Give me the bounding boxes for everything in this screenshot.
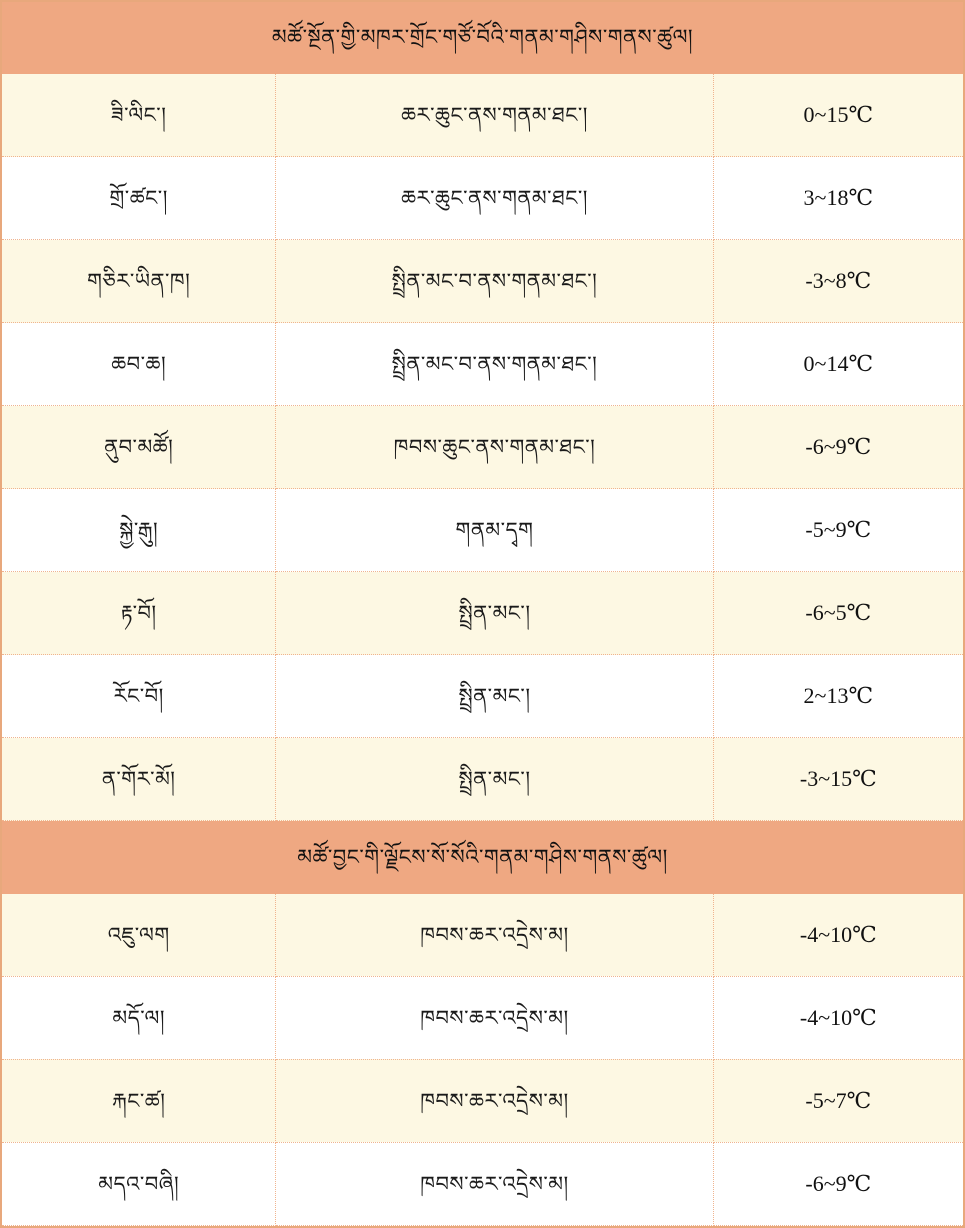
cell-condition <box>276 738 713 821</box>
condition-label: ཆར་ཆུང་ནས་གནམ་ཐང་། <box>401 103 588 127</box>
cell-region <box>2 572 276 655</box>
region-label: རོང་བོ། <box>113 684 164 709</box>
region-label: འཇུ་ལག <box>107 922 170 947</box>
condition-label: སྤྲིན་མང་བ་ནས་གནམ་ཐང་། <box>391 351 598 376</box>
table-row <box>2 74 963 156</box>
table-row <box>2 240 963 323</box>
region-label: མདོ་ལ། <box>112 1005 166 1030</box>
cell-temperature <box>713 489 963 572</box>
cell-region <box>2 976 276 1059</box>
cell-temperature <box>713 240 963 323</box>
cell-condition <box>276 572 713 655</box>
cell-region <box>2 240 276 323</box>
cell-temperature <box>713 1059 963 1142</box>
cell-temperature <box>713 1142 963 1225</box>
table-row <box>2 894 963 976</box>
table-row <box>2 976 963 1059</box>
cell-temperature <box>713 74 963 156</box>
cell-condition <box>276 74 713 156</box>
region-label: གཅིར་ཡིན་ཁ། <box>87 268 191 293</box>
cell-temperature <box>713 157 963 240</box>
region-label: སྐྱེ་རྒུ། <box>119 518 159 543</box>
temperature-value: -6~9℃ <box>805 1170 872 1196</box>
cell-region <box>2 157 276 240</box>
condition-label: སྤྲིན་མང་། <box>458 684 531 709</box>
section-header-cell <box>2 2 963 74</box>
cell-condition <box>276 1142 713 1225</box>
weather-table <box>2 2 963 1226</box>
cell-temperature <box>713 655 963 738</box>
table-body <box>2 2 963 1226</box>
region-label: ཆབ་ཆ། <box>111 351 167 376</box>
temperature-value: -6~9℃ <box>805 434 872 460</box>
cell-condition <box>276 406 713 489</box>
region-label: ནུབ་མཚོ། <box>104 435 174 460</box>
cell-condition <box>276 976 713 1059</box>
cell-condition <box>276 894 713 976</box>
cell-condition <box>276 489 713 572</box>
temperature-value: 0~15℃ <box>803 102 874 128</box>
condition-label: ཆར་ཆུང་ནས་གནམ་ཐང་། <box>401 185 588 210</box>
table-row <box>2 406 963 489</box>
cell-region <box>2 406 276 489</box>
condition-label: སྤྲིན་མང་། <box>458 767 531 792</box>
condition-label: ཁབས་ཆར་འདྲེས་མ། <box>420 922 569 947</box>
cell-region <box>2 74 276 156</box>
cell-temperature <box>713 406 963 489</box>
temperature-value: -4~10℃ <box>799 1004 877 1030</box>
cell-condition <box>276 655 713 738</box>
cell-condition <box>276 1059 713 1142</box>
table-row <box>2 738 963 821</box>
cell-temperature <box>713 738 963 821</box>
condition-label: ཁབས་ཆར་འདྲེས་མ། <box>420 1005 569 1030</box>
temperature-value: 3~18℃ <box>803 185 874 211</box>
temperature-value: 2~13℃ <box>803 683 874 709</box>
cell-region <box>2 489 276 572</box>
table-row <box>2 1142 963 1225</box>
region-label: ཟི་ལིང་། <box>111 103 167 127</box>
cell-region <box>2 894 276 976</box>
condition-label: ཁབས་ཆར་འདྲེས་མ། <box>420 1171 569 1196</box>
cell-temperature <box>713 894 963 976</box>
section-header-scenic <box>2 821 963 894</box>
temperature-value: 0~14℃ <box>803 351 874 377</box>
region-label: མདའ་བཞི། <box>98 1171 180 1196</box>
cell-region <box>2 323 276 406</box>
region-label: གྲོ་ཚང་། <box>109 185 168 210</box>
temperature-value: -5~9℃ <box>805 517 872 543</box>
condition-label: སྤྲིན་མང་། <box>458 601 531 626</box>
condition-label: གནམ་དྭག <box>455 518 534 543</box>
table-row <box>2 572 963 655</box>
cell-region <box>2 655 276 738</box>
temperature-value: -3~15℃ <box>799 766 877 792</box>
cell-temperature <box>713 572 963 655</box>
table-row <box>2 655 963 738</box>
temperature-value: -6~5℃ <box>805 600 872 626</box>
region-label: རྟ་བོ། <box>120 601 157 626</box>
region-label: ན་གོར་མོ། <box>101 767 176 792</box>
table-row <box>2 1059 963 1142</box>
region-label: རྐང་ཚ། <box>111 1088 166 1113</box>
condition-label: ཁབས་ཆུང་ནས་གནམ་ཐང་། <box>393 435 596 460</box>
cell-condition <box>276 240 713 323</box>
cell-temperature <box>713 976 963 1059</box>
temperature-value: -4~10℃ <box>799 921 877 947</box>
cell-temperature <box>713 323 963 406</box>
condition-label: སྤྲིན་མང་བ་ནས་གནམ་ཐང་། <box>391 268 598 293</box>
table-row <box>2 157 963 240</box>
cell-region <box>2 1142 276 1225</box>
cell-region <box>2 1059 276 1142</box>
section-header-cell <box>2 821 963 894</box>
section-title-cities: མཚོ་སྔོན་གྱི་མཁར་གྲོང་གཙོ་བོའི་གནམ་གཤིས་གནས་ཚུལ། <box>271 25 694 50</box>
section-title-scenic: མཚོ་བྱང་གི་ལྗོངས་སོ་སོའི་གནམ་གཤིས་གནས་ཚུལ། <box>297 844 668 869</box>
condition-label: ཁབས་ཆར་འདྲེས་མ། <box>420 1088 569 1113</box>
temperature-value: -3~8℃ <box>805 268 872 294</box>
section-header-cities <box>2 2 963 74</box>
cell-region <box>2 738 276 821</box>
cell-condition <box>276 323 713 406</box>
cell-condition <box>276 157 713 240</box>
temperature-value: -5~7℃ <box>805 1087 872 1113</box>
table-row <box>2 489 963 572</box>
table-row <box>2 323 963 406</box>
